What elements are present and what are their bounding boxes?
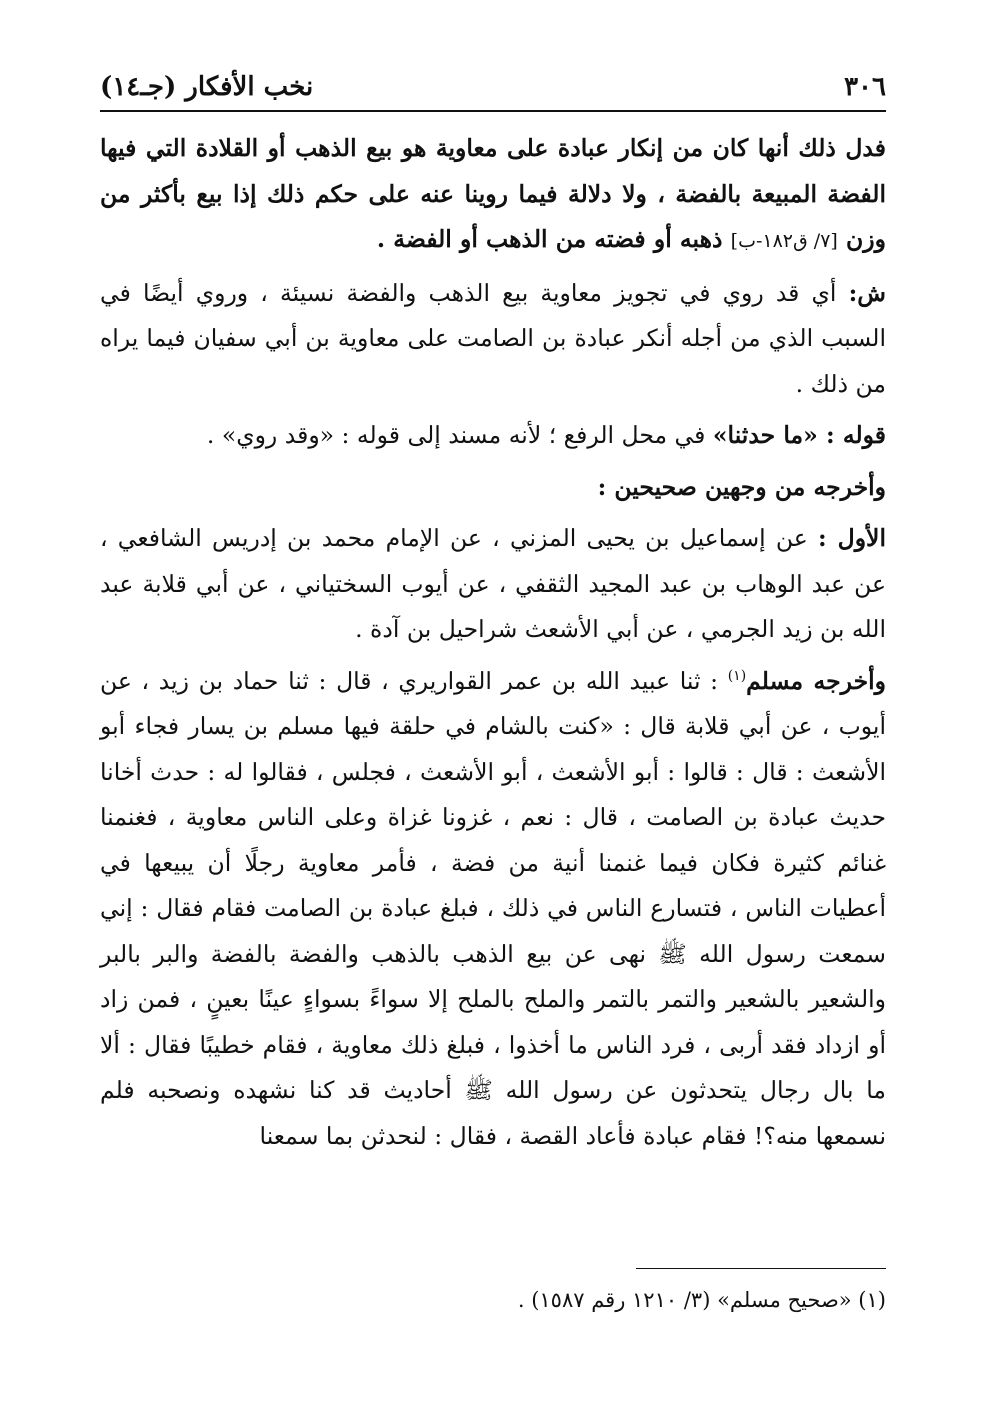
paragraph-5-lead: الأول : — [818, 524, 886, 552]
paragraph-4-text: وأخرجه من وجهين صحيحين : — [597, 472, 886, 501]
paragraph-5 — [100, 516, 886, 653]
footnote-text: (١) «صحيح مسلم» (٣/ ١٢١٠ رقم ١٥٨٧) . — [517, 1288, 886, 1312]
paragraph-6 — [100, 659, 886, 1160]
footnote-marker: (١) — [727, 667, 747, 684]
footnote-rule — [636, 1268, 886, 1269]
paragraph-4 — [100, 465, 886, 511]
paragraph-6-lead: وأخرجه مسلم — [746, 666, 886, 695]
paragraph-3-text: في محل الرفع ؛ لأنه مسند إلى قوله : «وقد روي» . — [206, 421, 706, 449]
paragraph-1 — [100, 126, 886, 265]
paragraph-3 — [100, 413, 886, 459]
paragraph-2-text: أي قد روي في تجويز معاوية بيع الذهب والفضة نسيئة ، وروي أيضًا في السبب الذي من أجله أنكر عبادة بن الصامت على معاوية بن أبي سفيان فيما يراه من ذلك . — [100, 278, 886, 398]
manuscript-ref: [٧/ ق١٨٢-ب] — [730, 230, 838, 252]
footnote — [100, 1282, 886, 1318]
running-header — [100, 58, 886, 102]
paragraph-2 — [100, 271, 886, 408]
paragraph-3-lead: قوله : «ما حدثنا» — [712, 421, 886, 449]
paragraph-1-text: فدل ذلك أنها كان من إنكار عبادة على معاوية هو بيع الذهب أو القلادة التي فيها الفضة المبيعة بالفضة ، ولا دلالة فيما روينا عنه على حكم ذلك إذا بيع بأكثر من وزن — [100, 134, 886, 253]
paragraph-6-text: : ثنا عبيد الله بن عمر القواريري ، قال : ثنا حماد بن زيد ، عن أيوب ، عن أبي قلابة قال : «كنت بالشام في حلقة فيها مسلم بن يسار فجاء أبو الأشعث : قال : قالوا : أبو الأشعث ، أبو الأشعث ، فجلس ، فقالوا له : حدث أخانا حديث عبادة بن الصامت ، قال : نعم ، غزونا غزاة وعلى الناس معاوية ، فغنمنا غنائم كثيرة فكان فيما غنمنا أنية من فضة ، فأمر معاوية رجلًا أن يبيعها في أعطيات الناس ، فتسارع الناس في ذلك ، فبلغ عبادة بن الصامت فقام فقال : إني سمعت رسول الله ﷺ نهى عن بيع الذهب بالذهب والفضة بالفضة والبر بالبر والشعير بالشعير والتمر بالتمر والملح بالملح إلا سواءً بسواءٍ عينًا بعينٍ ، فمن زاد أو ازداد فقد أربى ، فرد الناس ما أخذوا ، فبلغ ذلك معاوية ، فقام خطيبًا فقال : ألا ما بال رجال يتحدثون عن رسول الله ﷺ أحاديث قد كنا نشهده ونصحبه فلم نسمعها منه؟! فقام عبادة فأعاد القصة ، فقال : لنحدثن بما سمعنا — [100, 666, 886, 1150]
page-number: ٣٠٦ — [844, 72, 886, 102]
paragraph-1-tail: ذهبه أو فضته من الذهب أو الفضة . — [376, 225, 723, 253]
paragraph-2-lead: ش: — [848, 278, 886, 307]
body-text — [100, 126, 886, 1165]
paragraph-5-text: عن إسماعيل بن يحيى المزني ، عن الإمام محمد بن إدريس الشافعي ، عن عبد الوهاب بن عبد المجيد الثقفي ، عن أيوب السختياني ، عن أبي قلابة عبد الله بن زيد الجرمي ، عن أبي الأشعث شراحيل بن آدة . — [100, 524, 886, 643]
header-rule — [100, 110, 886, 112]
book-title: نخب الأفكار (جـ١٤) — [100, 72, 314, 102]
